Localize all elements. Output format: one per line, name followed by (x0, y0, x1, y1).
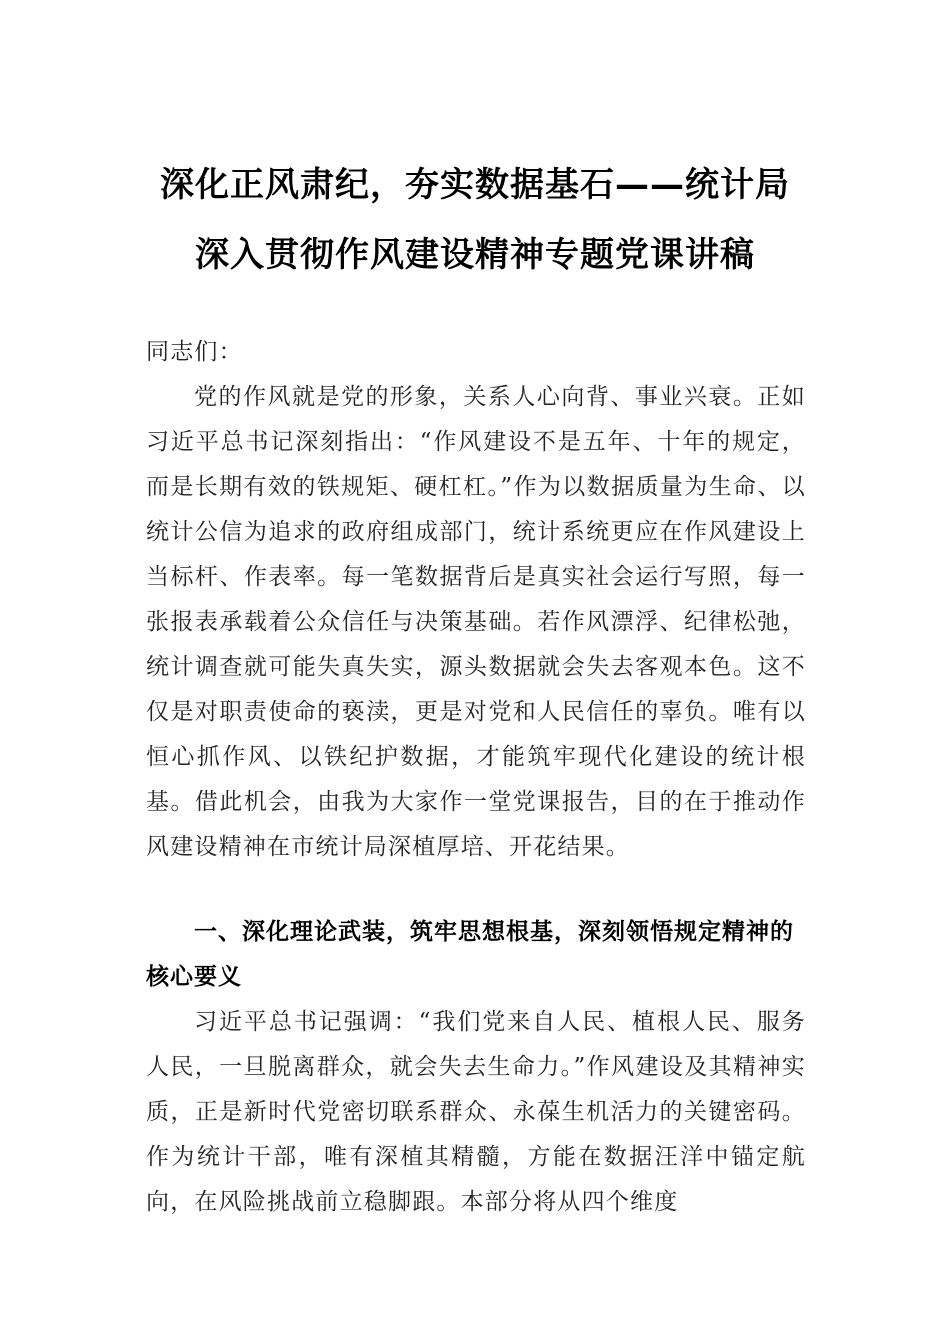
document-title-line-1: 深化正风肃纪，夯实数据基石——统计局 (160, 165, 790, 205)
paragraph-section-1: 习近平总书记强调：“我们党来自人民、植根人民、服务人民，一旦脱离群众，就会失去生命力。”作风建设及其精神实质，正是新时代党密切联系群众、永葆生机活力的关键密码。作为统计干部，唯有深植其精髓，方能在数据汪洋中锚定航向，在风险挑战前立稳脚跟。本部分将从四个维度 (146, 1009, 806, 1215)
document-title-line-2: 深入贯彻作风建设精神专题党课讲稿 (195, 235, 755, 275)
greeting: 同志们： (146, 339, 243, 365)
section-1-heading: 一、深化理论武装，筑牢思想根基，深刻领悟规定精神的核心要义 (146, 919, 794, 990)
paragraph-intro: 党的作风就是党的形象，关系人心向背、事业兴衰。正如习近平总书记深刻指出：“作风建设不是五年、十年的规定，而是长期有效的铁规矩、硬杠杠。”作为以数据质量为生命、以统计公信为追求的政府组成部门，统计系统更应在作风建设上当标杆、作表率。每一笔数据背后是真实社会运行写照，每一张报表承载着公众信任与决策基础。若作风漂浮、纪律松弛，统计调查就可能失真失实，源头数据就会失去客观本色。这不仅是对职责使命的亵渎，更是对党和人民信任的辜负。唯有以恒心抓作风、以铁纪护数据，才能筑牢现代化建设的统计根基。借此机会，由我为大家作一堂党课报告，目的在于推动作风建设精神在市统计局深植厚培、开花结果。 (146, 384, 806, 860)
